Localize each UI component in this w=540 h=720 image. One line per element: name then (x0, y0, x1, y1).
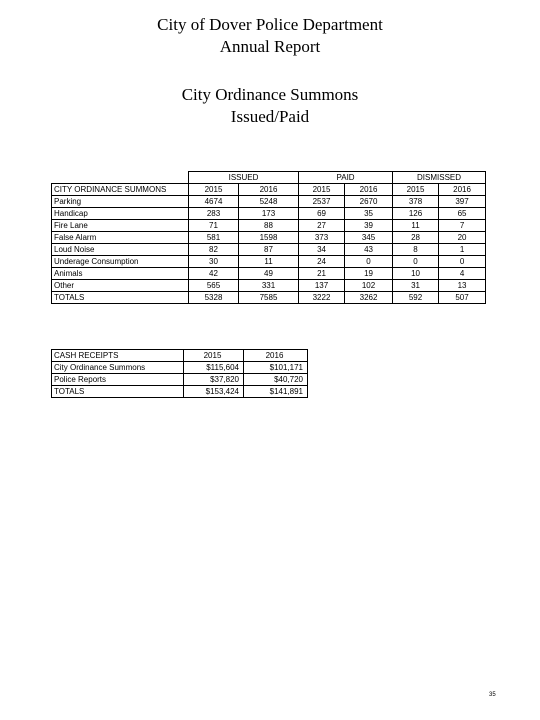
year-header-row (52, 184, 486, 196)
cell-value: 5248 (239, 196, 299, 208)
cell-value: 27 (299, 220, 345, 232)
row-label: Police Reports (52, 374, 184, 386)
total-value: $141,891 (244, 386, 308, 398)
table-row (52, 362, 308, 374)
cell-value: $37,820 (184, 374, 244, 386)
cell-value: $40,720 (244, 374, 308, 386)
cell-value: $115,604 (184, 362, 244, 374)
cell-value: 65 (439, 208, 486, 220)
cell-value: 20 (439, 232, 486, 244)
cell-value: 43 (345, 244, 393, 256)
cell-value: 0 (439, 256, 486, 268)
cash-label-header: CASH RECEIPTS (52, 350, 184, 362)
page-number: 35 (489, 692, 496, 698)
totals-label: TOTALS (52, 292, 189, 304)
table-row (52, 256, 486, 268)
total-value: 7585 (239, 292, 299, 304)
cell-value: 137 (299, 280, 345, 292)
cell-value: 30 (189, 256, 239, 268)
row-label: Underage Consumption (52, 256, 189, 268)
totals-label: TOTALS (52, 386, 184, 398)
row-label: Other (52, 280, 189, 292)
row-label: Handicap (52, 208, 189, 220)
table-row (52, 244, 486, 256)
cell-value: 19 (345, 268, 393, 280)
cash-header-row (52, 350, 308, 362)
cell-value: $101,171 (244, 362, 308, 374)
table-row (52, 220, 486, 232)
total-value: 507 (439, 292, 486, 304)
table-row (52, 232, 486, 244)
row-label: City Ordinance Summons (52, 362, 184, 374)
year-header: 2016 (345, 184, 393, 196)
cell-value: 0 (393, 256, 439, 268)
cell-value: 21 (299, 268, 345, 280)
summons-label-header: CITY ORDINANCE SUMMONS (52, 184, 189, 196)
table-row (52, 268, 486, 280)
row-label: Fire Lane (52, 220, 189, 232)
cell-value: 331 (239, 280, 299, 292)
cell-value: 102 (345, 280, 393, 292)
year-header: 2015 (184, 350, 244, 362)
totals-row (52, 292, 486, 304)
table-row (52, 208, 486, 220)
section-title-line1: City Ordinance Summons (181, 85, 359, 104)
cell-value: 0 (345, 256, 393, 268)
cell-value: 87 (239, 244, 299, 256)
cell-value: 4 (439, 268, 486, 280)
cell-value: 397 (439, 196, 486, 208)
summons-table (51, 171, 486, 304)
cell-value: 283 (189, 208, 239, 220)
year-header: 2015 (189, 184, 239, 196)
cash-receipts-table (51, 349, 308, 398)
cell-value: 13 (439, 280, 486, 292)
totals-row (52, 386, 308, 398)
group-dismissed: DISMISSED (393, 172, 486, 184)
total-value: $153,424 (184, 386, 244, 398)
year-header: 2015 (393, 184, 439, 196)
report-title (0, 14, 540, 58)
table-row (52, 374, 308, 386)
cell-value: 71 (189, 220, 239, 232)
cell-value: 49 (239, 268, 299, 280)
total-value: 5328 (189, 292, 239, 304)
cell-value: 39 (345, 220, 393, 232)
year-header: 2016 (244, 350, 308, 362)
total-value: 3222 (299, 292, 345, 304)
section-title-line2: Issued/Paid (230, 107, 310, 126)
summons-table-container (51, 171, 486, 304)
cell-value: 82 (189, 244, 239, 256)
total-value: 3262 (345, 292, 393, 304)
cell-value: 1598 (239, 232, 299, 244)
cell-value: 35 (345, 208, 393, 220)
row-label: Parking (52, 196, 189, 208)
year-header: 2015 (299, 184, 345, 196)
cash-receipts-container (51, 349, 308, 398)
cell-value: 28 (393, 232, 439, 244)
total-value: 592 (393, 292, 439, 304)
section-title (0, 84, 540, 128)
cell-value: 1 (439, 244, 486, 256)
cell-value: 8 (393, 244, 439, 256)
row-label: Animals (52, 268, 189, 280)
cell-value: 69 (299, 208, 345, 220)
group-paid: PAID (299, 172, 393, 184)
cell-value: 88 (239, 220, 299, 232)
row-label: False Alarm (52, 232, 189, 244)
cell-value: 10 (393, 268, 439, 280)
group-issued: ISSUED (189, 172, 299, 184)
year-header: 2016 (239, 184, 299, 196)
cell-value: 11 (239, 256, 299, 268)
table-row (52, 196, 486, 208)
cell-value: 126 (393, 208, 439, 220)
cell-value: 34 (299, 244, 345, 256)
row-label: Loud Noise (52, 244, 189, 256)
cell-value: 173 (239, 208, 299, 220)
table-row (52, 280, 486, 292)
cell-value: 31 (393, 280, 439, 292)
cell-value: 2670 (345, 196, 393, 208)
cell-value: 42 (189, 268, 239, 280)
group-header-row (52, 172, 486, 184)
department-name: City of Dover Police Department (157, 15, 383, 34)
cell-value: 581 (189, 232, 239, 244)
cell-value: 378 (393, 196, 439, 208)
year-header: 2016 (439, 184, 486, 196)
cell-value: 4674 (189, 196, 239, 208)
cell-value: 11 (393, 220, 439, 232)
cell-value: 373 (299, 232, 345, 244)
cell-value: 24 (299, 256, 345, 268)
cell-value: 2537 (299, 196, 345, 208)
cell-value: 345 (345, 232, 393, 244)
report-name: Annual Report (219, 37, 321, 56)
cell-value: 7 (439, 220, 486, 232)
cell-value: 565 (189, 280, 239, 292)
